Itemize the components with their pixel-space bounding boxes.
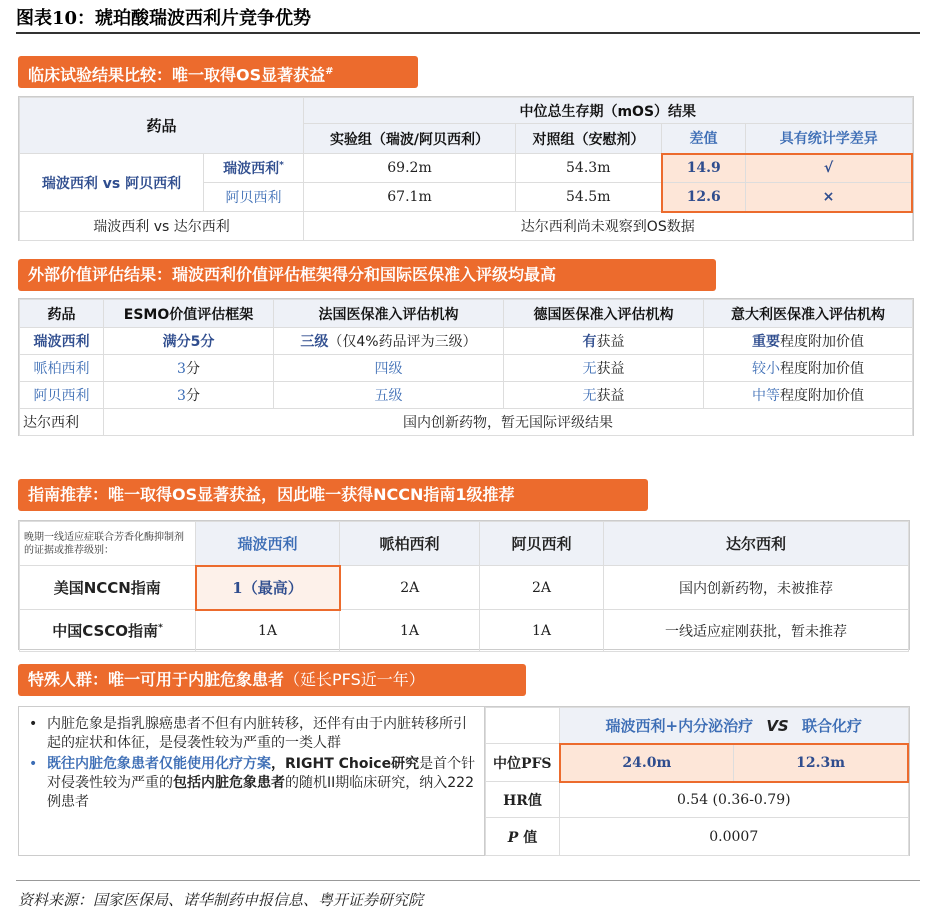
row3-note: 达尔西利尚未观察到OS数据	[304, 212, 913, 241]
hr-value: 0.54 (0.36-0.79)	[560, 782, 909, 818]
germany-rating: 有获益	[504, 328, 704, 355]
drug-dalpiciclib: 达尔西利	[20, 409, 104, 436]
ctrl-value: 54.3m	[516, 154, 662, 183]
bullet-dot: •	[29, 716, 38, 732]
pfs-label: 中位PFS	[486, 744, 560, 782]
col-abemaciclib: 阿贝西利	[480, 522, 604, 566]
col-france: 法国医保准入评估机构	[274, 300, 504, 328]
col-group: 中位总生存期（mOS）结果	[304, 98, 913, 124]
drug-ribociclib: 瑞波西利*	[204, 154, 304, 183]
col-drug: 药品	[20, 300, 104, 328]
france-rating: 三级（仅4%药品评为三级）	[274, 328, 504, 355]
p-value: 0.0007	[560, 818, 909, 856]
ctrl-value: 54.5m	[516, 183, 662, 212]
nccn-ribociclib: 1（最高）	[196, 566, 340, 610]
nccn-palbociclib: 2A	[340, 566, 480, 610]
row4-note: 国内创新药物，暂无国际评级结果	[104, 409, 913, 436]
nccn-abemaciclib: 2A	[480, 566, 604, 610]
col-exp: 实验组（瑞波/阿贝西利）	[304, 124, 516, 154]
nccn-dalpiciclib: 国内创新药物，未被推荐	[604, 566, 909, 610]
col-palbociclib: 哌柏西利	[340, 522, 480, 566]
section2-banner: 外部价值评估结果：瑞波西利价值评估框架得分和国际医保准入评级均最高	[18, 259, 716, 291]
compare-header: 瑞波西利+内分泌治疗 VS 联合化疗	[560, 708, 909, 744]
drug-palbociclib: 哌柏西利	[20, 355, 104, 382]
pfs-right: 12.3m	[734, 744, 908, 782]
section3-banner: 指南推荐：唯一取得OS显著获益，因此唯一获得NCCN指南1级推荐	[18, 479, 648, 511]
row-pair-label: 瑞波西利 vs 阿贝西利	[20, 154, 204, 212]
germany-rating: 无获益	[504, 382, 704, 409]
bullet-1: • 内脏危象是指乳腺癌患者不但有内脏转移，还伴有由于内脏转移所引起的症状和体征，是侵袭性较为严重的一类人群	[29, 716, 467, 751]
guideline-table	[18, 520, 910, 650]
sig-value: ×	[746, 183, 913, 212]
germany-rating: 无获益	[504, 355, 704, 382]
section4-banner: 特殊人群：唯一可用于内脏危象患者（延长PFS近一年）	[18, 664, 526, 696]
bullet-dot: •	[29, 756, 38, 772]
italy-rating: 较小程度附加价值	[704, 355, 913, 382]
p-label: P 值	[486, 818, 560, 856]
col-diff: 差值	[662, 124, 746, 154]
top-rule	[16, 32, 920, 34]
row3-label: 瑞波西利 vs 达尔西利	[20, 212, 304, 241]
col-sig: 具有统计学差异	[746, 124, 913, 154]
col-ribociclib: 瑞波西利	[196, 522, 340, 566]
bullet-2: • 既往内脏危象患者仅能使用化疗方案，RIGHT Choice研究是首个针对侵袭性较为严重的包括内脏危象患者的随机II期临床研究，纳入222例患者	[29, 756, 476, 810]
col-ctrl: 对照组（安慰剂）	[516, 124, 662, 154]
csco-palbociclib: 1A	[340, 610, 480, 652]
esmo-score: 3分	[104, 355, 274, 382]
pfs-left: 24.0m	[560, 744, 734, 782]
csco-dalpiciclib: 一线适应症刚获批，暂未推荐	[604, 610, 909, 652]
italy-rating: 重要程度附加价值	[704, 328, 913, 355]
france-rating: 五级	[274, 382, 504, 409]
drug-ribociclib: 瑞波西利	[20, 328, 104, 355]
figure-title: 图表10：琥珀酸瑞波西利片竞争优势	[16, 8, 312, 29]
bottom-rule	[16, 880, 920, 881]
col-dalpiciclib: 达尔西利	[604, 522, 909, 566]
col-esmo: ESMO价值评估框架	[104, 300, 274, 328]
col-drug: 药品	[20, 98, 304, 154]
exp-value: 69.2m	[304, 154, 516, 183]
visceral-crisis-notes	[18, 706, 484, 856]
esmo-score: 3分	[104, 382, 274, 409]
col-germany: 德国医保准入评估机构	[504, 300, 704, 328]
sig-value: √	[746, 154, 913, 183]
csco-ribociclib: 1A	[196, 610, 340, 652]
row-nccn: 美国NCCN指南	[20, 566, 196, 610]
row-csco: 中国CSCO指南*	[20, 610, 196, 652]
os-comparison-table	[18, 96, 914, 241]
source-note: 资料来源：国家医保局、诺华制药申报信息、粤开证券研究院	[18, 891, 424, 909]
italy-rating: 中等程度附加价值	[704, 382, 913, 409]
france-rating: 四级	[274, 355, 504, 382]
exp-value: 67.1m	[304, 183, 516, 212]
pfs-comparison-table	[484, 706, 910, 856]
value-assessment-table	[18, 298, 914, 436]
drug-abemaciclib: 阿贝西利	[20, 382, 104, 409]
drug-abemaciclib: 阿贝西利	[204, 183, 304, 212]
col-italy: 意大利医保准入评估机构	[704, 300, 913, 328]
csco-abemaciclib: 1A	[480, 610, 604, 652]
corner-note: 晚期一线适应症联合芳香化酶抑制剂的证据或推荐级别：	[20, 522, 196, 566]
esmo-score: 满分5分	[104, 328, 274, 355]
section1-banner: 临床试验结果比较：唯一取得OS显著获益#	[18, 56, 418, 88]
hr-label: HR值	[486, 782, 560, 818]
blank-corner	[486, 708, 560, 744]
diff-value: 14.9	[662, 154, 746, 183]
diff-value: 12.6	[662, 183, 746, 212]
